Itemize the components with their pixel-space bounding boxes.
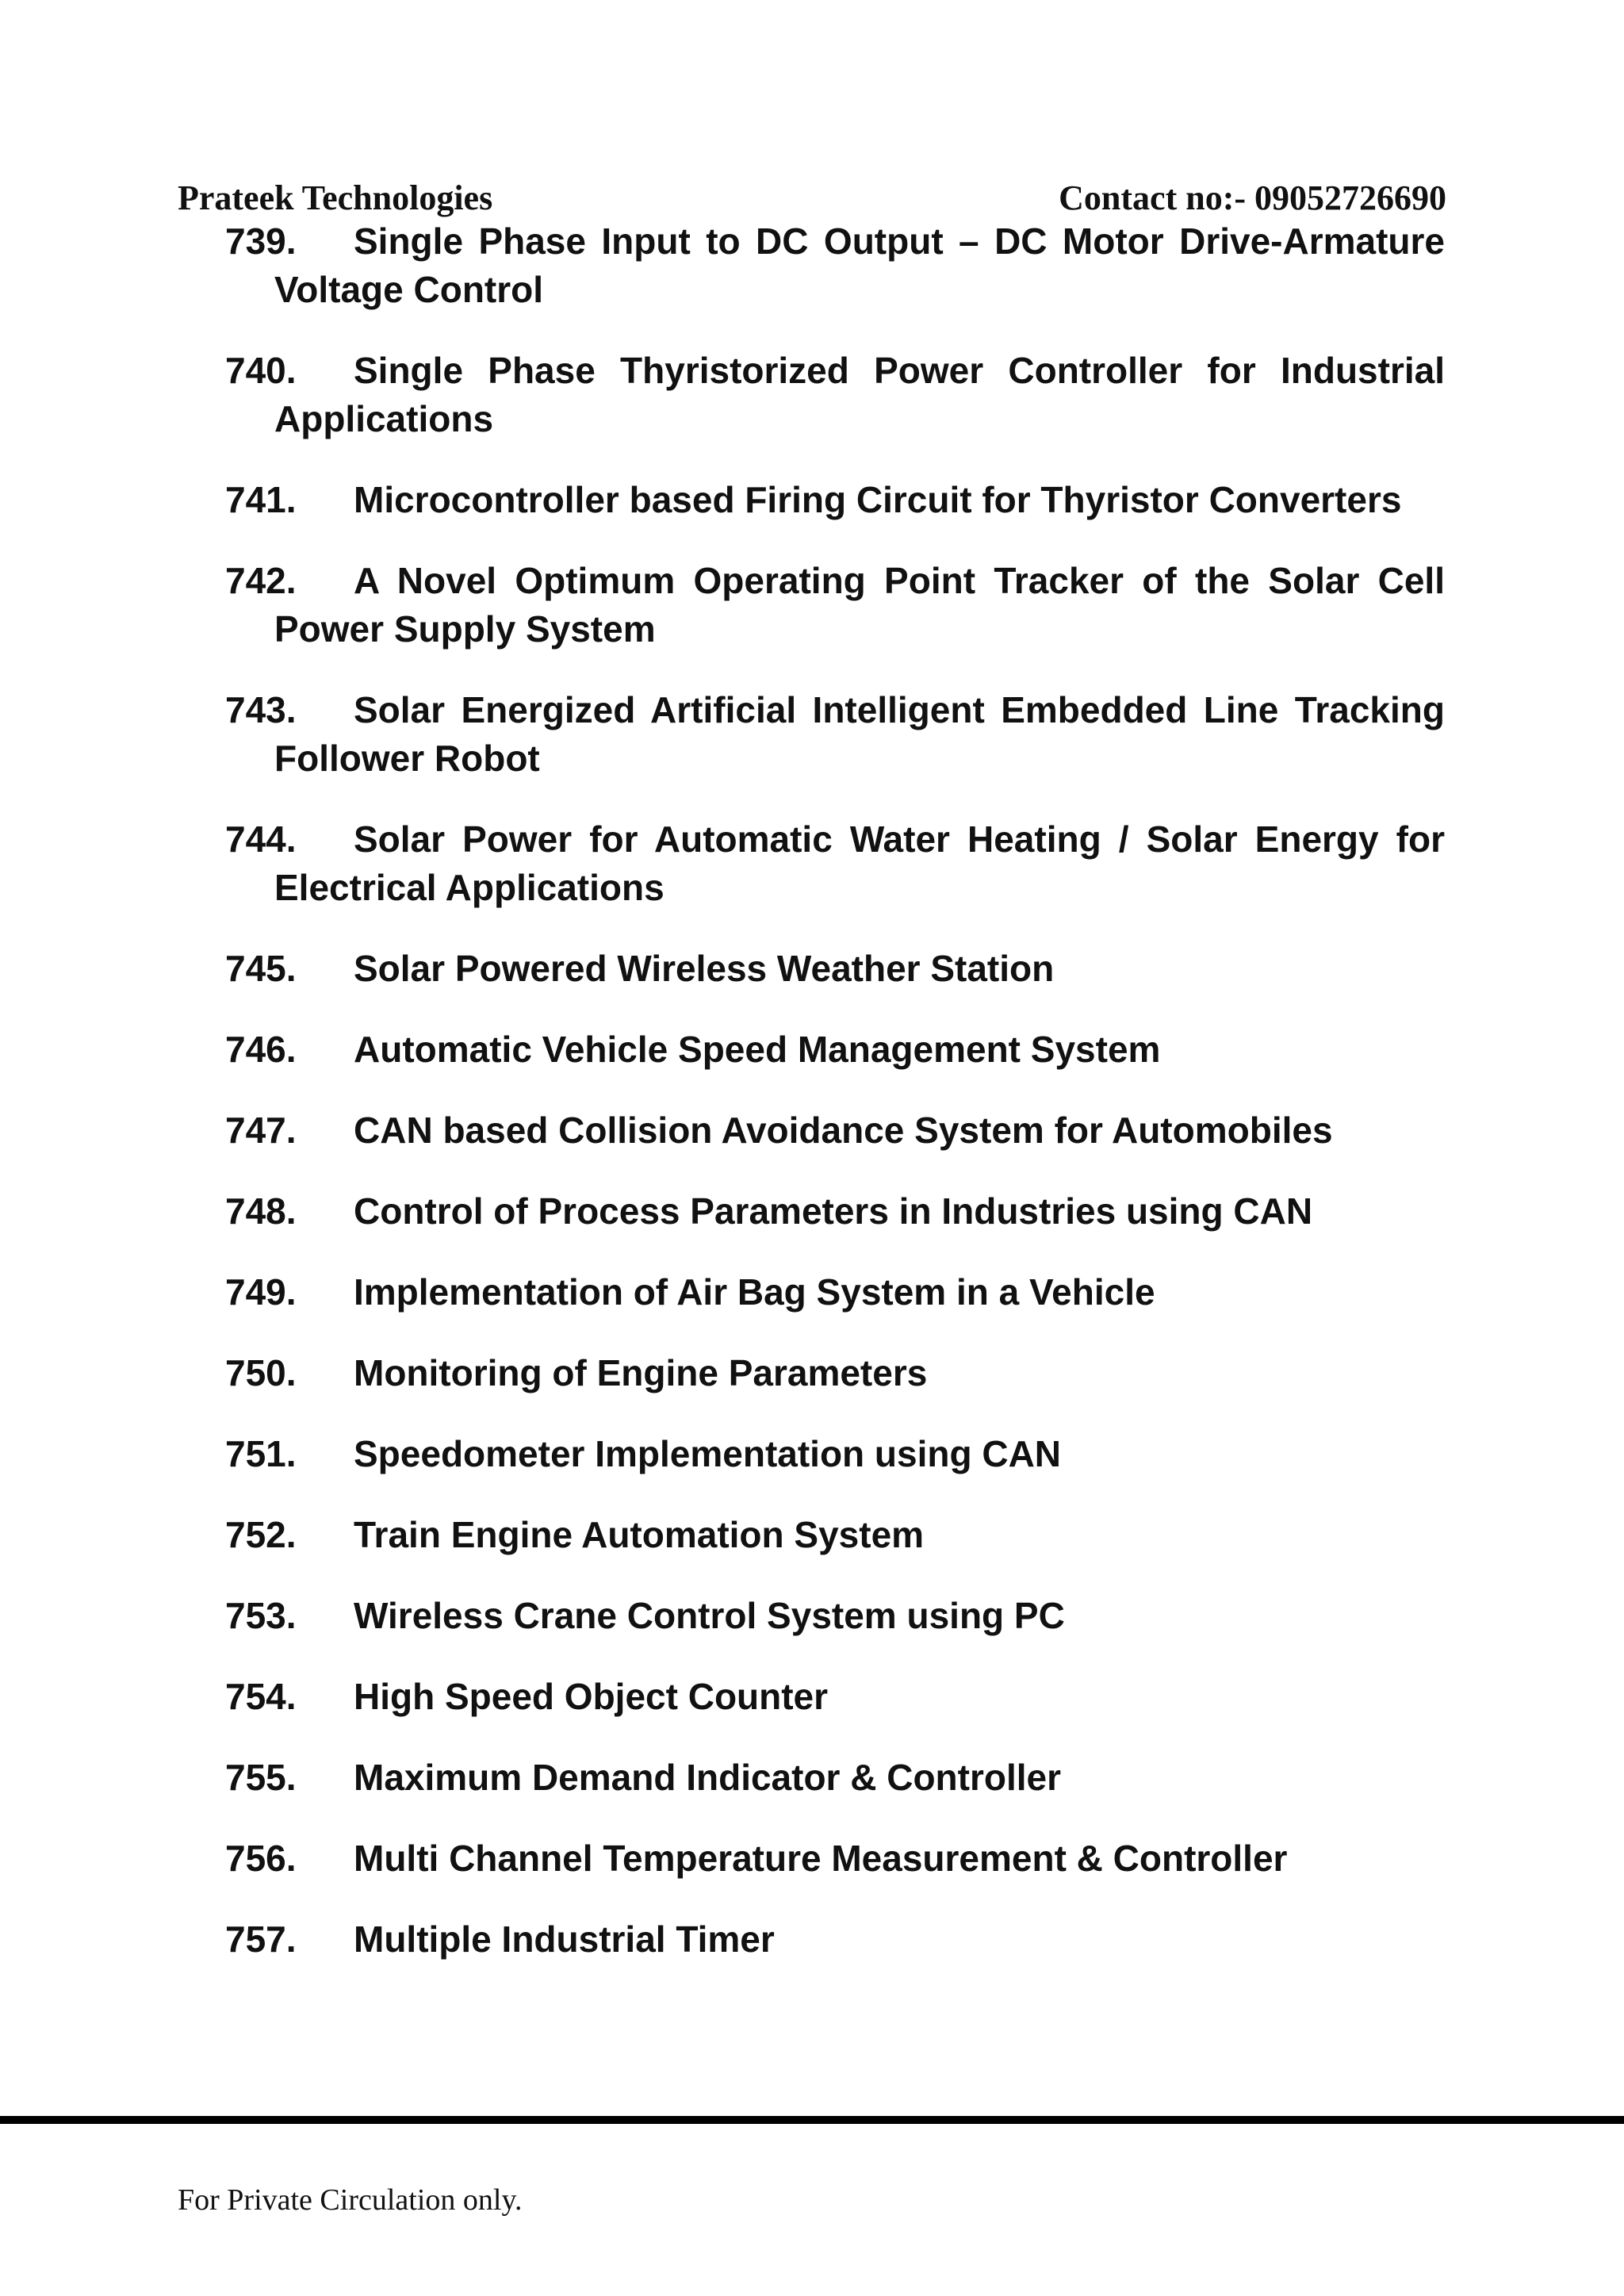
- list-item: [225, 1430, 1445, 1478]
- list-item: [225, 686, 1445, 783]
- item-number: 749.: [225, 1271, 297, 1313]
- page-header: [178, 176, 1446, 220]
- item-number: 744.: [225, 818, 297, 860]
- item-number: 743.: [225, 689, 297, 730]
- list-item: [225, 1511, 1445, 1559]
- item-number: 754.: [225, 1676, 297, 1717]
- item-number: 745.: [225, 948, 297, 989]
- item-number: 752.: [225, 1514, 297, 1555]
- list-item: [225, 1025, 1445, 1074]
- item-title: Multiple Industrial Timer: [354, 1918, 775, 1960]
- item-number: 740.: [225, 350, 297, 391]
- item-number: 741.: [225, 479, 297, 520]
- list-item: [225, 1754, 1445, 1802]
- item-number: 756.: [225, 1838, 297, 1879]
- list-item: [225, 1349, 1445, 1397]
- list-item: [225, 1592, 1445, 1640]
- list-item: [225, 1268, 1445, 1317]
- item-number: 747.: [225, 1110, 297, 1151]
- list-item: [225, 1834, 1445, 1883]
- item-number: 742.: [225, 560, 297, 601]
- item-title: Solar Power for Automatic Water Heating / Solar Energy for Electrical Applications: [274, 818, 1445, 908]
- item-title: Wireless Crane Control System using PC: [354, 1595, 1065, 1636]
- item-title: Control of Process Parameters in Industries using CAN: [354, 1190, 1313, 1232]
- item-title: Multi Channel Temperature Measurement & Controller: [354, 1838, 1288, 1879]
- item-number: 746.: [225, 1029, 297, 1070]
- list-item: [225, 1915, 1445, 1964]
- contact-number: Contact no:- 09052726690: [1059, 178, 1446, 217]
- list-item: [225, 217, 1445, 314]
- item-number: 753.: [225, 1595, 297, 1636]
- item-number: 748.: [225, 1190, 297, 1232]
- list-item: [225, 476, 1445, 524]
- item-title: Automatic Vehicle Speed Management System: [354, 1029, 1161, 1070]
- list-item: [225, 945, 1445, 993]
- item-title: Implementation of Air Bag System in a Vehicle: [354, 1271, 1155, 1313]
- item-number: 739.: [225, 220, 297, 262]
- item-number: 755.: [225, 1757, 297, 1798]
- item-title: CAN based Collision Avoidance System for Automobiles: [354, 1110, 1333, 1151]
- list-item: [225, 347, 1445, 443]
- item-title: Train Engine Automation System: [354, 1514, 925, 1555]
- page-footer: For Private Circulation only.: [178, 2183, 523, 2217]
- item-title: Single Phase Thyristorized Power Controller for Industrial Applications: [274, 350, 1445, 439]
- item-title: Microcontroller based Firing Circuit for Thyristor Converters: [354, 479, 1402, 520]
- item-number: 750.: [225, 1352, 297, 1393]
- list-item: [225, 1106, 1445, 1155]
- item-number: 757.: [225, 1918, 297, 1960]
- item-number: 751.: [225, 1433, 297, 1474]
- list-item: [225, 815, 1445, 912]
- item-title: Single Phase Input to DC Output – DC Motor Drive-Armature Voltage Control: [274, 220, 1445, 310]
- project-list: [225, 217, 1445, 1996]
- company-name: Prateek Technologies: [178, 178, 493, 217]
- item-title: Solar Energized Artificial Intelligent Embedded Line Tracking Follower Robot: [274, 689, 1445, 779]
- item-title: High Speed Object Counter: [354, 1676, 829, 1717]
- item-title: Monitoring of Engine Parameters: [354, 1352, 928, 1393]
- item-title: Solar Powered Wireless Weather Station: [354, 948, 1055, 989]
- list-item: [225, 1187, 1445, 1236]
- item-title: Speedometer Implementation using CAN: [354, 1433, 1062, 1474]
- item-title: Maximum Demand Indicator & Controller: [354, 1757, 1062, 1798]
- footer-divider: [0, 2116, 1624, 2124]
- list-item: [225, 1673, 1445, 1721]
- list-item: [225, 557, 1445, 654]
- item-title: A Novel Optimum Operating Point Tracker of the Solar Cell Power Supply System: [274, 560, 1445, 650]
